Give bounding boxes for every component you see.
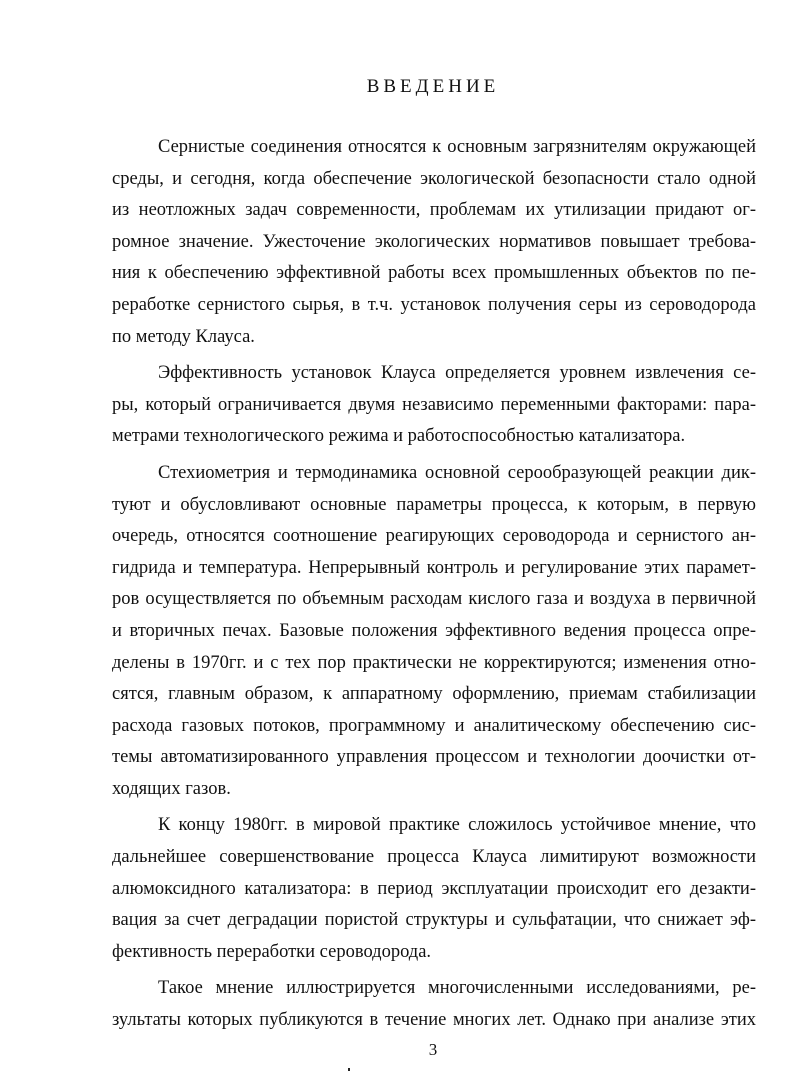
text-line: по методу Клауса. bbox=[112, 326, 255, 347]
text-line: и вторичных печах. Базовые положения эффективного ведения процесса опре- bbox=[112, 620, 756, 641]
text-line: ры, который ограничивается двумя независимо переменными факторами: пара- bbox=[112, 394, 756, 415]
text-line: ходящих газов. bbox=[112, 778, 231, 799]
scan-speck bbox=[348, 1068, 350, 1071]
page-number: 3 bbox=[428, 1040, 438, 1059]
text-line: Сернистые соединения относятся к основным загрязнителям окружающей bbox=[158, 137, 756, 157]
text-line: делены в 1970гг. и с тех пор практически не корректируются; изменения отно- bbox=[112, 652, 756, 673]
body-text bbox=[112, 132, 756, 1042]
text-line: туют и обусловливают основные параметры процесса, к которым, в первую bbox=[112, 494, 756, 515]
text-line: алюмоксидного катализатора: в период эксплуатации происходит его дезакти- bbox=[112, 878, 756, 899]
paragraph bbox=[112, 973, 756, 1036]
text-line: Стехиометрия и термодинамика основной серообразующей реакции дик- bbox=[158, 462, 756, 483]
paragraph bbox=[112, 132, 756, 353]
text-line: ров осуществляется по объемным расходам кислого газа и воздуха в первичной bbox=[112, 589, 756, 610]
text-line: из неотложных задач современности, проблемам их утилизации придают ог- bbox=[112, 200, 756, 221]
paragraph bbox=[112, 358, 756, 453]
text-line: Такое мнение иллюстрируется многочисленными исследованиями, ре- bbox=[158, 978, 756, 999]
text-line: сятся, главным образом, к аппаратному оформлению, приемам стабилизации bbox=[112, 684, 756, 705]
text-line: ния к обеспечению эффективной работы всех промышленных объектов по пе- bbox=[112, 263, 756, 284]
paragraph bbox=[112, 810, 756, 968]
text-line: гидрида и температура. Непрерывный контроль и регулирование этих парамет- bbox=[112, 557, 756, 578]
text-line: Эффективность установок Клауса определяется уровнем извлечения се- bbox=[158, 363, 756, 384]
text-line: темы автоматизированного управления процессом и технологии доочистки от- bbox=[112, 747, 756, 768]
text-line: метрами технологического режима и работоспособностью катализатора. bbox=[112, 426, 686, 447]
text-line: К концу 1980гг. в мировой практике сложилось устойчивое мнение, что bbox=[158, 815, 756, 836]
paragraph bbox=[112, 458, 756, 806]
text-line: очередь, относятся соотношение реагирующих сероводорода и сернистого ан- bbox=[112, 526, 756, 547]
text-line: зультаты которых публикуются в течение многих лет. Однако при анализе этих bbox=[112, 1010, 756, 1031]
text-line: вация за счет деградации пористой структуры и сульфатации, что снижает эф- bbox=[112, 910, 756, 931]
text-line: фективность переработки сероводорода. bbox=[112, 941, 432, 962]
page-title: ВВЕДЕНИЕ bbox=[366, 76, 500, 97]
text-line: среды, и сегодня, когда обеспечение экологической безопасности стало одной bbox=[112, 168, 756, 189]
text-line: дальнейшее совершенствование процесса Клауса лимитируют возможности bbox=[112, 847, 756, 868]
text-line: реработке сернистого сырья, в т.ч. установок получения серы из сероводорода bbox=[112, 294, 756, 315]
text-line: ромное значение. Ужесточение экологических нормативов повышает требова- bbox=[112, 231, 756, 252]
text-line: расхода газовых потоков, программному и аналитическому обеспечению сис- bbox=[112, 715, 756, 736]
